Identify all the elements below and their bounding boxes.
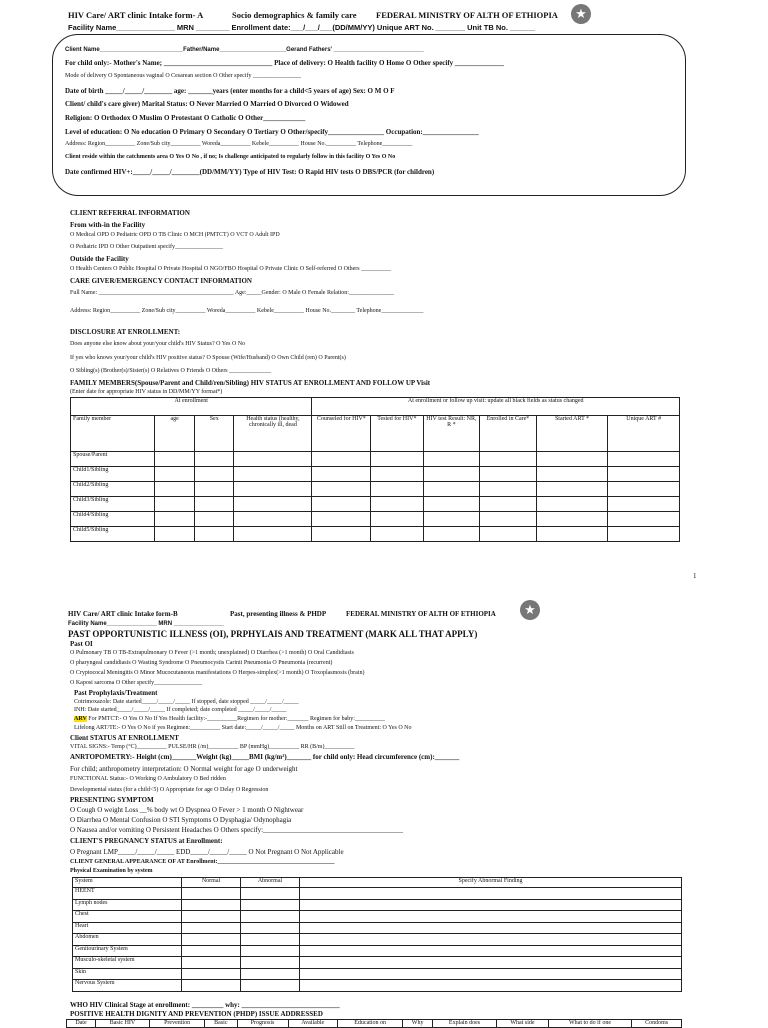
page-number: 1 (693, 572, 697, 580)
phdp-title: POSITIVE HEALTH DIGNITY AND PREVENTION (PHDP) ISSUE ADDRESSED (70, 1010, 323, 1018)
disclosure-row2: If yes who knows your/your child's HIV positive status? O Spouse (Wife/Husband) O Own Child (ren) O Parent(s) (70, 355, 346, 361)
table-cell[interactable] (300, 911, 682, 923)
table-cell[interactable] (480, 452, 537, 467)
table-cell[interactable] (480, 467, 537, 482)
table-row (71, 467, 680, 482)
table-cell[interactable] (536, 512, 608, 527)
family-row-label: Child5/Sibling (71, 527, 155, 542)
family-title: FAMILY MEMBERS(Spouse/Parent and Child/ren/Sibling) HIV STATUS AT ENROLLMENT AND FOLLOW UP Visit (70, 379, 431, 387)
table-cell[interactable] (608, 497, 680, 512)
table-cell[interactable] (371, 527, 423, 542)
table-cell[interactable] (423, 482, 480, 497)
table-cell[interactable] (608, 482, 680, 497)
lifelong-art-row: Lifelong ART/TE:- O Yes O No if yes Regimen:__________ Start date:_____/_____/_____ Months on ART Still on Treatment: O Yes O No (74, 725, 412, 731)
mother-name-line: For child only:- Mother's Name; _______________________________ Place of delivery: O Health facility O Home O Other specify ______________ (65, 59, 504, 67)
table-cell[interactable] (300, 945, 682, 957)
table-cell[interactable] (241, 945, 300, 957)
disclosure-row3: O Sibling(s) (Brother(s)/Sister(s) O Relatives O Friends O Others ______________ (70, 368, 272, 374)
caregiver-name-row: Full Name: _____________________________________________ Age:_____Gender: O Male O Female Relation:_______________ (70, 290, 394, 296)
exam-row-label: Skin (73, 968, 182, 980)
family-row-label: Child3/Sibling (71, 497, 155, 512)
past-oi-row4: O Kaposi sarcoma O Other specify________________ (70, 680, 203, 686)
symptom-row1: O Cough O weight Loss __% body wt O Dyspnea O Fever > 1 month O Nightwear (70, 806, 304, 814)
table-row (71, 497, 680, 512)
client-name-line: Client Name_________________________Father/Name____________________Gerand Fathers' ___________________________ (65, 47, 424, 53)
table-cell[interactable] (312, 497, 371, 512)
table-cell[interactable] (536, 497, 608, 512)
catchment-line: Client reside within the catchments area O Yes O No , if no; Is challenge anticipated to regularly follow in this facility O Yes O No (65, 154, 396, 160)
table-cell[interactable] (182, 934, 241, 946)
table-cell[interactable] (241, 980, 300, 992)
date-of-birth-line: Date of birth _____/_____/________ age: _______years (enter months for a child<5 years of age) Sex: O M O F (65, 87, 395, 95)
ministry-title-b: FEDERAL MINISTRY OF ALTH OF ETHIOPIA (346, 610, 496, 618)
appearance-title: CLIENT GENERAL APPEARANCE OF AT Enrollment:_______________________________________ (70, 859, 335, 865)
table-cell[interactable] (241, 899, 300, 911)
pregnancy-row: O Pregnant LMP_____/_____/_____ EDD_____/_____/_____ O Not Pregnant O Not Applicable (70, 848, 344, 856)
table-cell[interactable] (536, 452, 608, 467)
hiv-confirmed-line: Date confirmed HIV+:_____/_____/________(DD/MM/YY) Type of HIV Test: O Rapid HIV tests O DBS/PCR (for children) (65, 168, 435, 176)
phdp-col: Available (288, 1020, 337, 1028)
disclosure-title: DISCLOSURE AT ENROLLMENT: (70, 328, 181, 336)
phdp-col: Education on (337, 1020, 402, 1028)
referral-title: CLIENT REFERRAL INFORMATION (70, 209, 190, 217)
table-cell[interactable] (371, 497, 423, 512)
education-line: Level of education: O No education O Primary O Secondary O Tertiary O Other/specify________________ Occupation:________________ (65, 128, 479, 136)
table-cell[interactable] (241, 922, 300, 934)
marital-status-line: Client/ child's care giver) Marital Status: O Never Married O Married O Divorced O Widowed (65, 100, 349, 108)
status-title: Client STATUS AT ENROLLMENT (70, 734, 179, 742)
religion-line: Religion: O Orthodox O Muslim O Protestant O Catholic O Other____________ (65, 114, 306, 122)
phdp-col: Date (67, 1020, 96, 1028)
table-cell[interactable] (608, 527, 680, 542)
family-group-enrollment: At enrollment (71, 398, 312, 416)
caregiver-address-row: Address: Region__________ Zone/Sub city__________ Woreda__________ Kebele__________ House No.________ Telephone______________ (70, 308, 424, 314)
pmtct-row (74, 716, 385, 722)
table-row (73, 899, 682, 911)
table-cell[interactable] (480, 497, 537, 512)
table-cell[interactable] (194, 497, 234, 512)
family-col-started-art: Started ART * (536, 416, 608, 452)
facility-line-b: Facility Name_______________ MRN _______________ (68, 621, 224, 627)
table-cell[interactable] (241, 911, 300, 923)
facility-line-a: Facility Name______________ MRN ________ Enrollment date:___/___/___(DD/MM/YY) Unique ART No. _______ Unit TB No. ______ (68, 23, 536, 32)
family-group-followup: At enrollment or follow up visit: update all black fields as status changed (312, 398, 680, 416)
phdp-col: Prevention (150, 1020, 205, 1028)
exam-row-label: Lymph nodes (73, 899, 182, 911)
table-cell[interactable] (300, 968, 682, 980)
form-a-section-title: Socio demographics & family care (232, 10, 357, 20)
form-b-section-title: Past, presenting illness & PHDP (230, 610, 327, 618)
table-cell[interactable] (194, 527, 234, 542)
table-cell[interactable] (312, 482, 371, 497)
table-cell[interactable] (182, 945, 241, 957)
table-cell[interactable] (480, 482, 537, 497)
exam-row-label: Musculo-skeletal system (73, 957, 182, 969)
phdp-col: Basic (205, 1020, 238, 1028)
functional-status-row: FUNCTIONAL Status:- O Working O Ambulatory O Bed ridden (70, 776, 226, 782)
table-cell[interactable] (371, 482, 423, 497)
phdp-col: Basic HIV (95, 1020, 149, 1028)
table-row (73, 888, 682, 900)
who-stage-row: WHO HIV Clinical Stage at enrollment: _________ why: ____________________________ (70, 1001, 340, 1009)
phdp-col: What to do if one (548, 1020, 631, 1028)
table-cell[interactable] (300, 899, 682, 911)
past-oi-row1: O Pulmonary TB O TB-Extrapulmonary O Fever (>1 month; unexplained) O Diarrhea (>1 month) O Oral Candidiasis (70, 650, 354, 656)
table-cell[interactable] (536, 467, 608, 482)
exam-row-label: HEENT (73, 888, 182, 900)
table-cell[interactable] (300, 980, 682, 992)
table-cell[interactable] (312, 467, 371, 482)
exam-row-label: Abdomen (73, 934, 182, 946)
ministry-seal-icon: ★ (571, 4, 591, 24)
table-row (71, 452, 680, 467)
table-cell[interactable] (182, 922, 241, 934)
ministry-title-a: FEDERAL MINISTRY OF ALTH OF ETHIOPIA (376, 10, 558, 20)
table-cell[interactable] (182, 957, 241, 969)
developmental-status-row: Developmental status (for a child<5) O Appropriate for age O Delay O Regression (70, 787, 269, 793)
table-cell[interactable] (234, 527, 312, 542)
pmtct-row-text: For PMTCT:- O Yes O No If Yes Health facility:-__________Regimen for mother:_______ Regimen for baby:__________ (86, 716, 385, 722)
table-row (73, 922, 682, 934)
table-cell[interactable] (155, 527, 195, 542)
referral-within-row2: O Pediatric IPD O Other Outpatient specify________________ (70, 244, 223, 250)
pregnancy-title: CLIENT'S PREGNANCY STATUS at Enrollment: (70, 837, 223, 845)
vital-signs-row: VITAL SIGNS:- Temp (°C)__________ PULSE/HR (/m)__________ BP (mmHg)__________ RR (B/m)__________ (70, 744, 355, 750)
table-cell[interactable] (536, 527, 608, 542)
table-row (71, 512, 680, 527)
exam-col-normal: Normal (182, 878, 241, 888)
table-row (73, 980, 682, 992)
family-row-label: Child2/Sibling (71, 482, 155, 497)
exam-row-label: Genitourinary System (73, 945, 182, 957)
family-row-label: Spouse/Parent (71, 452, 155, 467)
phdp-col: Prognosis (237, 1020, 288, 1028)
table-cell[interactable] (423, 467, 480, 482)
table-cell[interactable] (423, 497, 480, 512)
table-cell[interactable] (312, 527, 371, 542)
phdp-col: Explain does (432, 1020, 496, 1028)
table-row (73, 968, 682, 980)
past-oi-row2: O pharyngeal candidiasis O Wasting Syndrome O Pneumocystis Carinii Pneumonia O Pneumonia (recurrent) (70, 660, 333, 666)
family-col-enrolled: Enrolled in Care* (480, 416, 537, 452)
family-col-tested: Tested for HIV* (371, 416, 423, 452)
inh-row: INH: Date started_____/_____/_____ If completed; date completed _____/_____/_____ (74, 707, 287, 713)
table-cell[interactable] (312, 452, 371, 467)
family-col-unique-art: Unique ART # (608, 416, 680, 452)
oi-title: PAST OPPORTUNISTIC ILLNESS (OI), PRPHYLAIS AND TREATMENT (MARK ALL THAT APPLY) (68, 629, 478, 639)
table-cell[interactable] (480, 512, 537, 527)
anthropometry-row: ANRTOPOMETRY:- Height (cm)_______Weight (kg)_____BMI (kg/m²)_______ for child only: Head circumference (cm):_______ (70, 753, 460, 761)
table-cell[interactable] (371, 512, 423, 527)
table-cell[interactable] (182, 980, 241, 992)
family-col-member: Family member (71, 416, 155, 452)
table-cell[interactable] (234, 467, 312, 482)
prophylaxis-title: Past Prophylaxis/Treatment (74, 689, 158, 697)
table-cell[interactable] (371, 452, 423, 467)
table-row (73, 945, 682, 957)
child-anthro-row: For child; anthropometry interpretation: O Normal weight for age O underweight (70, 765, 298, 773)
form-a-title: HIV Care/ ART clinic Intake form- A (68, 10, 204, 20)
table-cell[interactable] (182, 968, 241, 980)
table-cell[interactable] (371, 467, 423, 482)
family-col-counseled: Counseled for HIV* (312, 416, 371, 452)
referral-outside-row: O Health Centers O Public Hospital O Private Hospital O NGO/FBO Hospital O Private Clinic O Self-referred O Others __________ (70, 266, 392, 272)
table-cell[interactable] (194, 452, 234, 467)
family-col-result: HIV test Result: NR, R * (423, 416, 480, 452)
exam-col-system: System (73, 878, 182, 888)
exam-row-label: Heart (73, 922, 182, 934)
exam-col-finding: Specify Abnormal Finding (300, 878, 682, 888)
past-oi-label: Past OI (70, 640, 93, 648)
past-oi-row3: O Cryptococal Meningitis O Minor Mucocutaneous manifestations O Herpes-simplex(>1 month) O Toxoplasmosis (brain) (70, 670, 365, 676)
exam-row-label: Nervous System (73, 980, 182, 992)
table-cell[interactable] (423, 452, 480, 467)
table-row (73, 934, 682, 946)
table-cell[interactable] (182, 911, 241, 923)
table-cell[interactable] (234, 482, 312, 497)
table-cell[interactable] (423, 512, 480, 527)
table-cell[interactable] (194, 482, 234, 497)
table-cell[interactable] (182, 899, 241, 911)
exam-row-label: Chest (73, 911, 182, 923)
table-cell[interactable] (300, 934, 682, 946)
referral-within-label: From with-in the Facility (70, 221, 146, 229)
referral-outside-label: Outside the Facility (70, 255, 129, 263)
table-cell[interactable] (194, 512, 234, 527)
address-line-a: Address: Region__________ Zone/Sub city__________ Woreda__________ Kebele__________ House No.__________ Telephone__________ (65, 141, 413, 147)
table-cell[interactable] (608, 512, 680, 527)
table-row (73, 911, 682, 923)
ministry-seal-icon: ★ (520, 600, 540, 620)
family-row-label: Child4/Sibling (71, 512, 155, 527)
symptom-row3: O Nausea and/or vomiting O Persistent Headaches O Others specify:________________________________________ (70, 826, 404, 834)
arv-highlight: ARV (74, 716, 87, 722)
family-row-label: Child1/Sibling (71, 467, 155, 482)
phdp-col: Why (403, 1020, 433, 1028)
table-cell[interactable] (423, 527, 480, 542)
family-col-sex: Sex (194, 416, 234, 452)
table-cell[interactable] (300, 922, 682, 934)
table-cell[interactable] (300, 957, 682, 969)
cotrimoxazole-row: Cotrimoxazole: Date started_____/_____/_____ If stopped, date stopped _____/_____/_____ (74, 699, 299, 705)
table-cell[interactable] (300, 888, 682, 900)
referral-within-row1: O Medical OPD O Pediatric OPD O TB Clinic O MCH (PMTCT) O VCT O Adult IPD (70, 232, 280, 238)
table-cell[interactable] (241, 934, 300, 946)
physical-exam-table (72, 877, 682, 992)
table-cell[interactable] (155, 512, 195, 527)
form-b-title: HIV Care/ ART clinic Intake form-B (68, 610, 178, 618)
table-cell[interactable] (312, 512, 371, 527)
family-col-health: Health status (healthy, chronically ill, dead (234, 416, 312, 452)
table-cell[interactable] (155, 452, 195, 467)
table-cell[interactable] (155, 482, 195, 497)
table-row (73, 957, 682, 969)
table-row (71, 527, 680, 542)
table-cell[interactable] (608, 467, 680, 482)
table-cell[interactable] (241, 968, 300, 980)
table-cell[interactable] (536, 482, 608, 497)
table-cell[interactable] (608, 452, 680, 467)
delivery-mode-line: Mode of delivery O Spontaneous vaginal O Cesarean section O Other specify ________________ (65, 73, 301, 79)
table-cell[interactable] (234, 497, 312, 512)
table-cell[interactable] (241, 888, 300, 900)
table-cell[interactable] (155, 497, 195, 512)
symptom-row2: O Diarrhea O Mental Confusion O STI Symptoms O Dysphagia/ Odynophagia (70, 816, 292, 824)
caregiver-title: CARE GIVER/EMERGENCY CONTACT INFORMATION (70, 277, 252, 285)
family-subtitle: (Enter date for appropriate HIV status in DD/MM/YY format*) (70, 389, 223, 395)
table-row (71, 482, 680, 497)
table-cell[interactable] (480, 527, 537, 542)
table-cell[interactable] (194, 467, 234, 482)
family-col-age: age (155, 416, 195, 452)
symptom-title: PRESENTING SYMPTOM (70, 796, 154, 804)
phdp-col: What side (497, 1020, 549, 1028)
table-cell[interactable] (241, 957, 300, 969)
family-status-table (70, 397, 680, 542)
table-cell[interactable] (234, 452, 312, 467)
exam-col-abnormal: Abnormal (241, 878, 300, 888)
disclosure-row1: Does anyone else know about your/your child's HIV Status? O Yes O No (70, 341, 246, 347)
physical-exam-label: Physical Examination by system (70, 868, 153, 874)
table-cell[interactable] (155, 467, 195, 482)
table-cell[interactable] (182, 888, 241, 900)
table-cell[interactable] (234, 512, 312, 527)
phdp-col: Condoms (632, 1020, 682, 1028)
